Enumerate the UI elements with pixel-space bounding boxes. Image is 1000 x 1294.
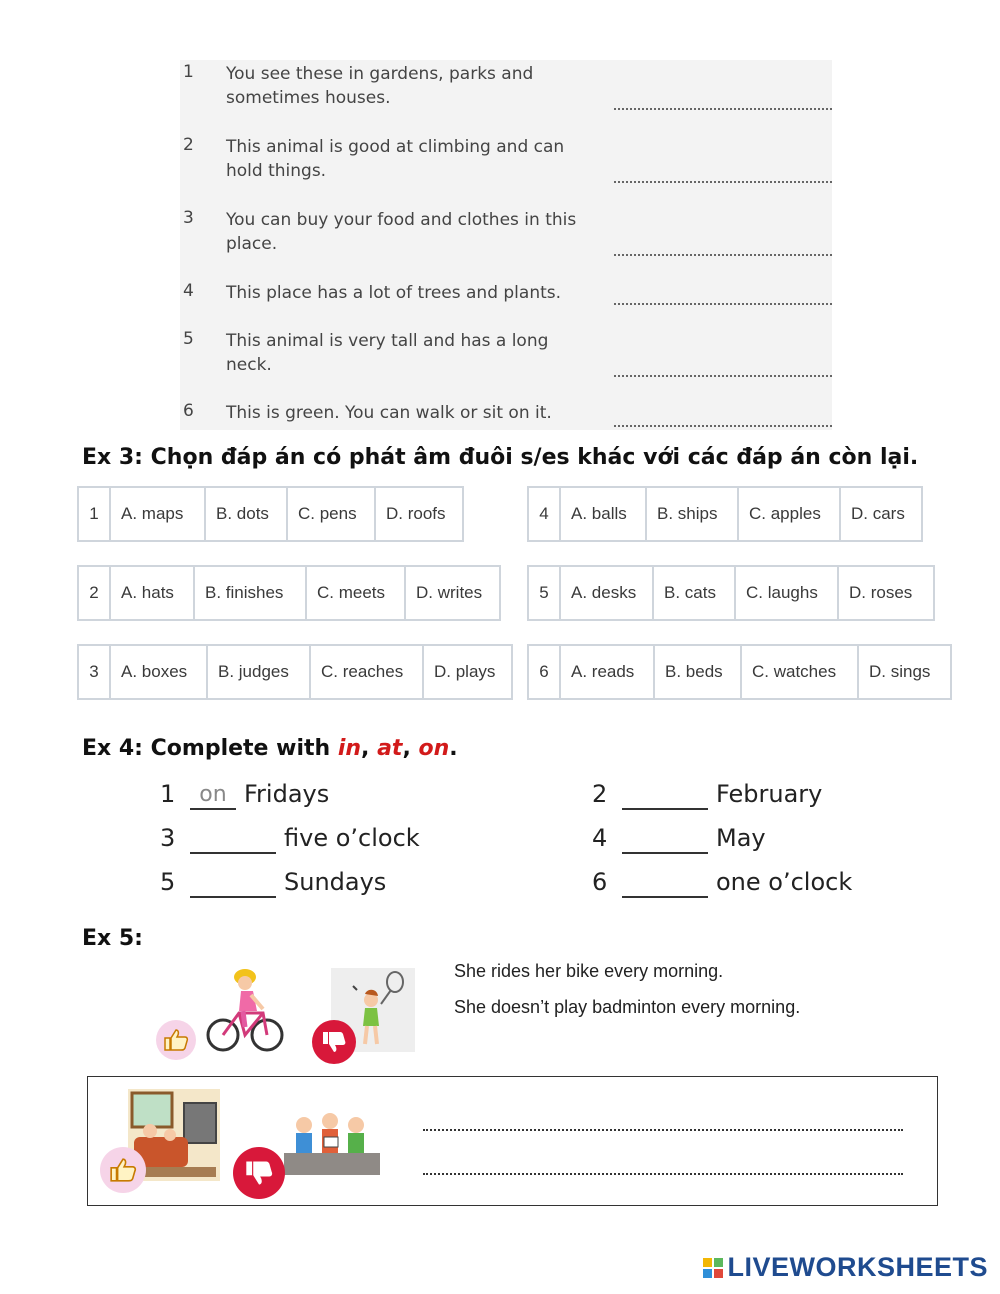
item-number: 3 [160,824,176,852]
option-c[interactable]: C. watches [742,646,859,698]
ex4-item [592,822,766,854]
ex5-heading: Ex 5: [82,926,143,951]
thumbs-down-icon [233,1147,285,1199]
item-phrase: Fridays [244,780,330,808]
question-number: 6 [529,646,561,698]
option-b[interactable]: B. beds [655,646,742,698]
ex3-heading: Ex 3: Chọn đáp án có phát âm đuôi s/es khác với các đáp án còn lại. [82,445,919,470]
option-b[interactable]: B. ships [647,488,739,540]
option-c[interactable]: C. apples [739,488,841,540]
comma: , [402,736,411,761]
option-d[interactable]: D. roofs [386,504,446,523]
answer-dotted-line[interactable] [614,425,832,427]
question-number: 4 [529,488,561,540]
item-phrase: May [716,824,766,852]
logo-text: LIVEWORKSHEETS [727,1252,988,1282]
question-table [77,486,464,542]
ex2-clue-panel [180,60,832,430]
item-number: 6 [592,868,608,896]
answer-blank[interactable] [622,870,708,898]
answer-blank[interactable] [622,782,708,810]
clue-text: This animal is good at climbing and can hold things. [226,137,565,181]
clue-text: You see these in gardens, parks and sometimes houses. [226,64,534,108]
logo-squares-icon [703,1258,723,1278]
option-d[interactable]: D. roses [849,583,913,602]
comma: , [361,736,370,761]
clue-text: You can buy your food and clothes in this place. [226,210,577,254]
item-number: 2 [592,780,608,808]
option-d[interactable]: D. plays [434,662,496,681]
clue-number: 3 [183,208,194,228]
option-b[interactable]: B. finishes [195,567,307,619]
example-sentence: She rides her bike every morning. [454,961,724,981]
option-d[interactable]: D. cars [851,504,905,523]
answer-dotted-line[interactable] [614,254,832,256]
liveworksheets-logo [703,1252,988,1283]
option-d[interactable]: D. writes [416,583,483,602]
option-a[interactable]: A. balls [561,488,647,540]
question-number: 3 [79,646,111,698]
clue-text: This is green. You can walk or sit on it. [226,403,552,423]
option-c[interactable]: C. pens [288,488,376,540]
question-table [527,644,952,700]
ex4-item [592,866,852,898]
ex4-item [592,778,822,810]
clue-number: 2 [183,135,194,155]
option-b[interactable]: B. dots [206,488,288,540]
item-phrase: five o’clock [284,824,420,852]
option-c[interactable]: C. reaches [311,646,424,698]
thumbs-down-icon [312,1020,356,1064]
question-number: 5 [529,567,561,619]
ex4-item [160,778,329,810]
item-phrase: Sundays [284,868,387,896]
girl-riding-bike-illustration [205,965,285,1055]
question-table [77,565,501,621]
answer-blank[interactable] [190,826,276,854]
option-c[interactable]: C. laughs [736,567,839,619]
answer-dotted-line[interactable] [423,1129,903,1131]
word-at: at [377,736,403,761]
ex4-heading-prefix: Ex 4: Complete with [82,736,338,761]
option-c[interactable]: C. meets [307,567,406,619]
question-table [77,644,513,700]
ex5-answer-box [87,1076,938,1206]
option-a[interactable]: A. reads [561,646,655,698]
example-sentence: She doesn’t play badminton every morning. [454,997,801,1017]
question-number: 2 [79,567,111,619]
period: . [449,736,458,761]
word-in: in [337,736,362,761]
item-phrase: February [716,780,823,808]
ex4-item [160,866,386,898]
answer-dotted-line[interactable] [614,303,832,305]
item-number: 4 [592,824,608,852]
word-on: on [418,736,450,761]
answer-dotted-line[interactable] [614,181,832,183]
clue-number: 4 [183,281,194,301]
answer-blank[interactable] [622,826,708,854]
thumbs-up-icon [156,1020,196,1060]
answer-dotted-line[interactable] [614,375,832,377]
option-b[interactable]: B. cats [654,567,736,619]
clue-text: This place has a lot of trees and plants. [226,283,562,303]
option-d[interactable]: D. sings [869,662,931,681]
answer-blank[interactable]: on [190,782,236,810]
item-number: 5 [160,868,176,896]
clue-number: 1 [183,62,194,82]
answer-dotted-line[interactable] [423,1173,903,1175]
children-reading-illustration [284,1107,380,1179]
item-number: 1 [160,780,176,808]
option-a[interactable]: A. hats [111,567,195,619]
ex4-item [160,822,420,854]
option-a[interactable]: A. maps [111,488,206,540]
clue-number: 6 [183,401,194,421]
clue-text: This animal is very tall and has a long neck. [226,331,549,375]
option-a[interactable]: A. boxes [111,646,208,698]
answer-dotted-line[interactable] [614,108,832,110]
ex4-heading [82,736,458,761]
option-b[interactable]: B. judges [208,646,311,698]
item-phrase: one o’clock [716,868,853,896]
question-number: 1 [79,488,111,540]
answer-blank[interactable] [190,870,276,898]
clue-number: 5 [183,329,194,349]
question-table [527,565,935,621]
option-a[interactable]: A. desks [561,567,654,619]
question-table [527,486,923,542]
thumbs-up-icon [100,1147,146,1193]
